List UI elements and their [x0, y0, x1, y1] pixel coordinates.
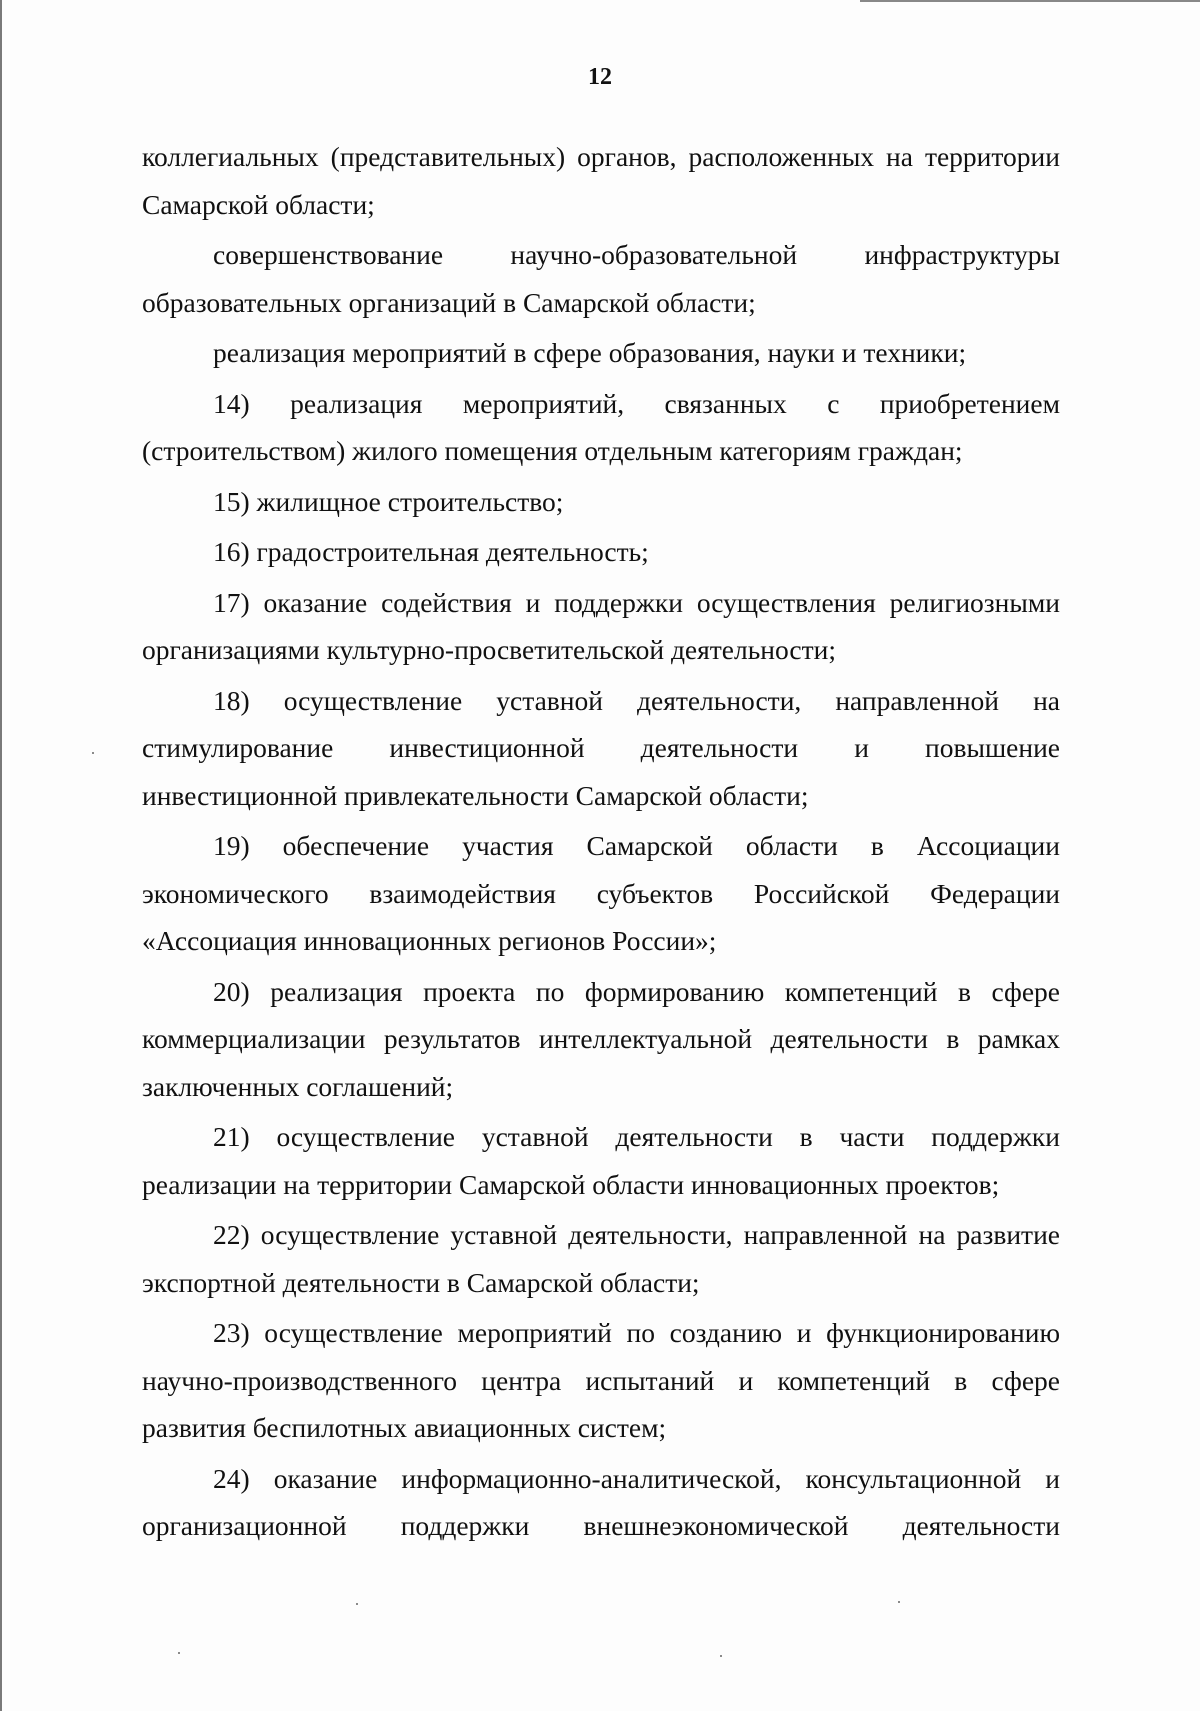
list-item-21: 21) осуществление уставной деятельности в части поддержки реализации на территории Самарской области инновационных проектов; [142, 1121, 1060, 1200]
list-item-24: 24) оказание информационно-аналитической, консультационной и организационной поддержки внешнеэкономической деятельности [142, 1462, 1060, 1541]
list-item-23: 23) осуществление мероприятий по созданию и функционированию научно-производственного центра испытаний и компетенций в сфере развития беспилотных авиационных систем; [142, 1317, 1060, 1443]
list-item-14: 14) реализация мероприятий, связанных с приобретением (строительством) жилого помещения отдельным категориям граждан; [142, 387, 1060, 466]
list-item-19: 19) обеспечение участия Самарской области в Ассоциации экономического взаимодействия субъектов Российской Федерации «Ассоциация инновационных регионов России»; [142, 830, 1060, 956]
list-item-16: 16) градостроительная деятельность; [213, 536, 649, 567]
paragraph: реализация мероприятий в сфере образования, науки и техники; [213, 337, 967, 368]
page-number: 12 [588, 64, 612, 90]
scan-speck [898, 1601, 900, 1603]
list-item-20: 20) реализация проекта по формированию компетенций в сфере коммерциализации результатов интеллектуальной деятельности в рамках заключенных соглашений; [142, 975, 1060, 1102]
list-item-15: 15) жилищное строительство; [213, 485, 564, 517]
list-item-22: 22) осуществление уставной деятельности, направленной на развитие экспортной деятельности в Самарской области; [142, 1219, 1060, 1298]
scan-speck [720, 1655, 722, 1657]
list-item-17: 17) оказание содействия и поддержки осуществления религиозными организациями культурно-просветительской деятельности; [142, 586, 1060, 665]
list-item-18: 18) осуществление уставной деятельности, направленной на стимулирование инвестиционной деятельности и повышение инвестиционной привлекательности Самарской области; [142, 684, 1060, 811]
scan-speck [92, 752, 94, 754]
scan-speck [178, 1652, 180, 1654]
paragraph: совершенствование научно-образовательной инфраструктуры образовательных организаций в Самарской области; [142, 239, 1060, 318]
scan-edge-left [0, 0, 2, 1711]
document-body [142, 133, 1060, 1553]
paragraph: коллегиальных (представительных) органов, расположенных на территории Самарской области; [142, 141, 1060, 220]
scan-edge-top [860, 0, 1200, 2]
scan-speck [356, 1603, 358, 1605]
